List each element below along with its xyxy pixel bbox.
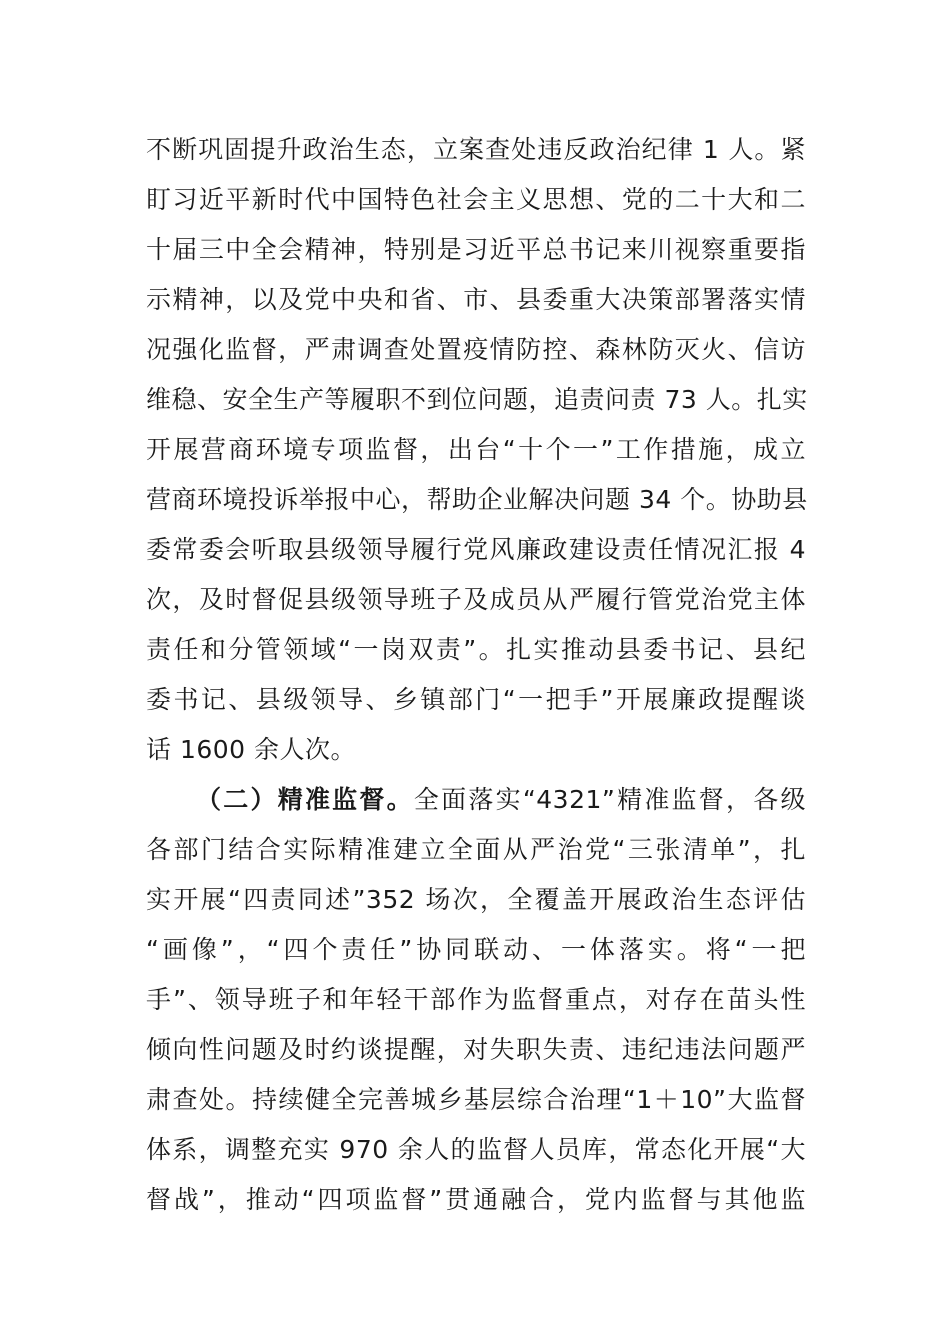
text-line: 不断巩固提升政治生态，立案查处违反政治纪律 1 人。紧 <box>146 135 806 164</box>
text-line: 体系，调整充实 970 余人的监督人员库，常态化开展“大 <box>146 1135 806 1164</box>
text-line: 手”、领导班子和年轻干部作为监督重点，对存在苗头性 <box>146 985 806 1014</box>
text-line: 维稳、安全生产等履职不到位问题，追责问责 73 人。扎实 <box>146 385 808 414</box>
text-line: “画像”，“四个责任”协同联动、一体落实。将“一把 <box>146 935 806 964</box>
text-line: 督战”，推动“四项监督”贯通融合，党内监督与其他监 <box>146 1185 806 1214</box>
text-line: 委常委会听取县级领导履行党风廉政建设责任情况汇报 4 <box>146 535 806 564</box>
text-line: 责任和分管领域“一岗双责”。扎实推动县委书记、县纪 <box>146 635 806 664</box>
text-line: 委书记、县级领导、乡镇部门“一把手”开展廉政提醒谈 <box>146 685 806 714</box>
text-segment: 全面落实“4321”精准监督，各级 <box>413 785 806 814</box>
text-line: 次，及时督促县级领导班子及成员从严履行管党治党主体 <box>146 585 806 614</box>
text-line: 十届三中全会精神，特别是习近平总书记来川视察重要指 <box>146 235 806 264</box>
text-line: 示精神，以及党中央和省、市、县委重大决策部署落实情 <box>146 285 806 314</box>
section-heading: （二）精准监督。 <box>196 785 414 814</box>
paragraph-first-line <box>196 780 806 820</box>
text-line: 肃查处。持续健全完善城乡基层综合治理“1＋10”大监督 <box>146 1085 806 1114</box>
text-line: 盯习近平新时代中国特色社会主义思想、党的二十大和二 <box>146 185 806 214</box>
text-line: 实开展“四责同述”352 场次，全覆盖开展政治生态评估 <box>146 885 806 914</box>
text-line: 倾向性问题及时约谈提醒，对失职失责、违纪违法问题严 <box>146 1035 806 1064</box>
text-line: 营商环境投诉举报中心，帮助企业解决问题 34 个。协助县 <box>146 485 808 514</box>
text-line: 况强化监督，严肃调查处置疫情防控、森林防灭火、信访 <box>146 335 806 364</box>
text-line: 各部门结合实际精准建立全面从严治党“三张清单”，扎 <box>146 835 806 864</box>
text-line: 话 1600 余人次。 <box>146 735 357 764</box>
text-line: 开展营商环境专项监督，出台“十个一”工作措施，成立 <box>146 435 806 464</box>
